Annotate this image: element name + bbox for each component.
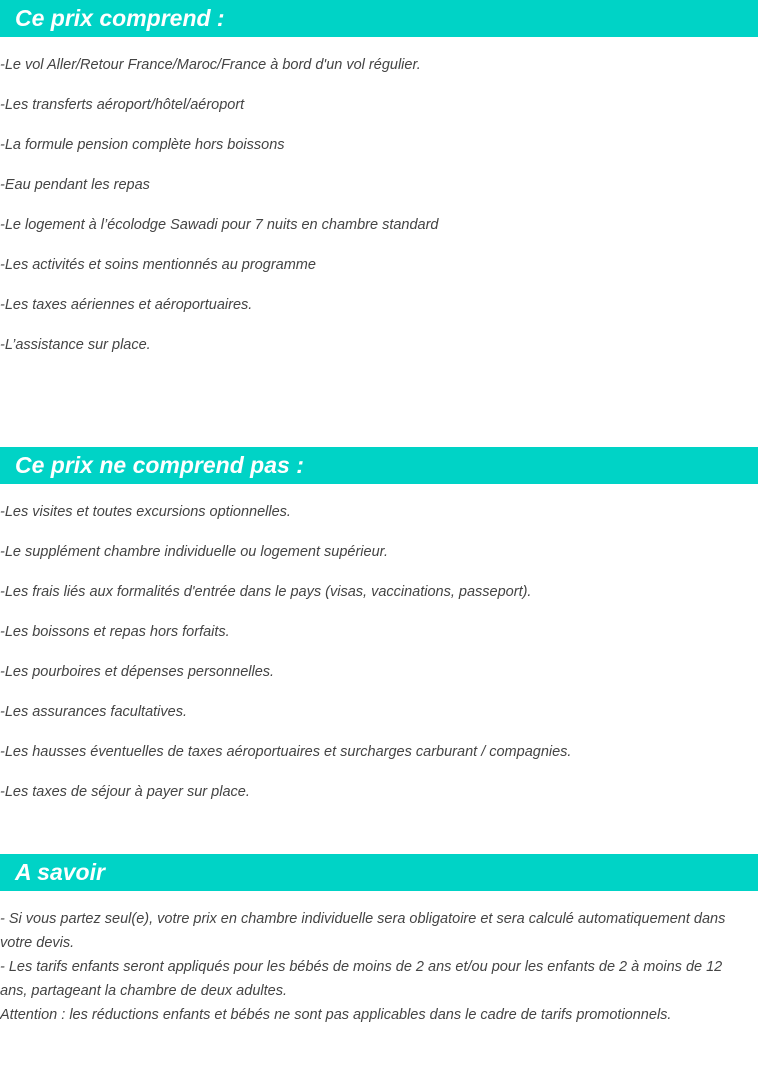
list-item: -Les hausses éventuelles de taxes aéroportuaires et surcharges carburant / compagnies.: [0, 744, 572, 760]
section-header-comprend: [0, 0, 758, 37]
section-title-comprend: Ce prix comprend :: [15, 5, 225, 31]
a-savoir-line: Attention : les réductions enfants et bébés ne sont pas applicables dans le cadre de tarifs promotionnels.: [0, 1007, 672, 1023]
list-item: -Les visites et toutes excursions optionnelles.: [0, 504, 291, 520]
list-ne-comprend-pas: [0, 502, 758, 822]
list-comprend: [0, 55, 758, 375]
list-item: -L’assistance sur place.: [0, 337, 151, 353]
list-item: -Eau pendant les repas: [0, 177, 150, 193]
list-item: -Le logement à l’écolodge Sawadi pour 7 nuits en chambre standard: [0, 217, 439, 233]
a-savoir-line: - Les tarifs enfants seront appliqués pour les bébés de moins de 2 ans et/ou pour les enfants de 2 à moins de 12 ans, partageant la chambre de deux adultes.: [0, 959, 723, 999]
section-header-ne-comprend-pas: [0, 447, 758, 484]
list-item: -Les taxes aériennes et aéroportuaires.: [0, 297, 253, 313]
a-savoir-text: [0, 907, 752, 1027]
list-item: -Les assurances facultatives.: [0, 704, 187, 720]
section-title-ne-comprend-pas: Ce prix ne comprend pas :: [15, 452, 304, 478]
list-item: -Les transferts aéroport/hôtel/aéroport: [0, 97, 245, 113]
list-item: -Les frais liés aux formalités d'entrée dans le pays (visas, vaccinations, passeport).: [0, 584, 532, 600]
list-item: -Les boissons et repas hors forfaits.: [0, 624, 230, 640]
section-title-a-savoir: A savoir: [15, 859, 105, 885]
list-item: -Le supplément chambre individuelle ou logement supérieur.: [0, 544, 388, 560]
list-item: -Le vol Aller/Retour France/Maroc/France à bord d'un vol régulier.: [0, 57, 421, 73]
list-item: -La formule pension complète hors boissons: [0, 137, 285, 153]
list-item: -Les taxes de séjour à payer sur place.: [0, 784, 250, 800]
section-header-a-savoir: [0, 854, 758, 891]
list-item: -Les pourboires et dépenses personnelles.: [0, 664, 275, 680]
a-savoir-line: - Si vous partez seul(e), votre prix en chambre individuelle sera obligatoire et sera calculé automatiquement dans votre devis.: [0, 911, 726, 951]
list-item: -Les activités et soins mentionnés au programme: [0, 257, 316, 273]
